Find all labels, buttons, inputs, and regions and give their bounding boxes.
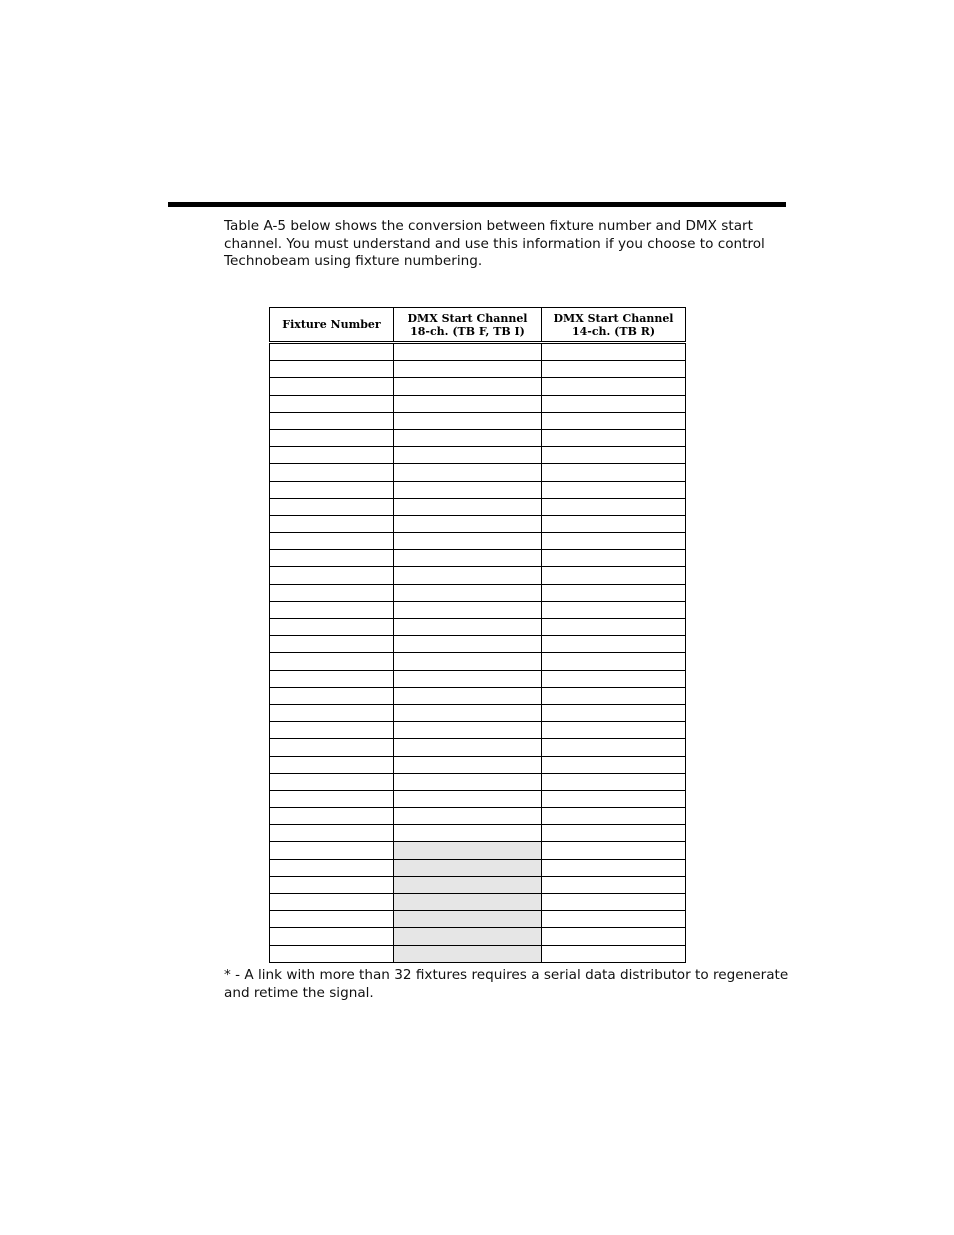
dmx-18ch-cell [394, 653, 542, 670]
dmx-14ch-cell [542, 808, 686, 825]
dmx-18ch-cell [394, 515, 542, 532]
dmx-18ch-cell [394, 412, 542, 429]
fixture-number-cell [270, 687, 394, 704]
dmx-14ch-cell [542, 361, 686, 378]
table-row [270, 361, 686, 378]
header-line: 14-ch. (TB R) [571, 324, 656, 338]
dmx-14ch-cell [542, 533, 686, 550]
table-row [270, 739, 686, 756]
table-row [270, 876, 686, 893]
fixture-number-cell [270, 601, 394, 618]
dmx-14ch-cell [542, 687, 686, 704]
dmx-14ch-cell [542, 876, 686, 893]
dmx-18ch-cell [394, 928, 542, 945]
header-line: DMX Start Channel [553, 311, 674, 325]
footnote: * - A link with more than 32 fixtures requires a serial data distributor to regenerate and retime the signal. [224, 967, 789, 1001]
table-row [270, 584, 686, 601]
dmx-14ch-cell [542, 378, 686, 395]
table-row [270, 447, 686, 464]
dmx-14ch-cell [542, 842, 686, 859]
intro-paragraph: Table A-5 below shows the conversion between fixture number and DMX start channel. You must understand and use this information if you choose to control Technobeam using fixture numbering. [224, 218, 765, 270]
table-row [270, 515, 686, 532]
fixture-number-cell [270, 722, 394, 739]
fixture-number-cell [270, 876, 394, 893]
fixture-number-cell [270, 584, 394, 601]
table-row [270, 928, 686, 945]
table-row [270, 481, 686, 498]
dmx-18ch-cell [394, 911, 542, 928]
dmx-14ch-cell [542, 412, 686, 429]
dmx-14ch-cell [542, 619, 686, 636]
dmx-18ch-cell [394, 808, 542, 825]
table-row [270, 601, 686, 618]
fixture-number-cell [270, 773, 394, 790]
dmx-14ch-cell [542, 584, 686, 601]
dmx-14ch-cell [542, 481, 686, 498]
dmx-14ch-cell [542, 515, 686, 532]
dmx-18ch-cell [394, 498, 542, 515]
dmx-18ch-cell [394, 859, 542, 876]
dmx-18ch-cell [394, 429, 542, 446]
fixture-number-cell [270, 653, 394, 670]
dmx-18ch-cell [394, 670, 542, 687]
table-row [270, 464, 686, 481]
header-line: Fixture Number [282, 318, 381, 331]
dmx-14ch-cell [542, 928, 686, 945]
fixture-number-cell [270, 911, 394, 928]
dmx-14ch-cell [542, 636, 686, 653]
fixture-number-cell [270, 378, 394, 395]
dmx-18ch-cell [394, 619, 542, 636]
header-line: 18-ch. (TB F, TB I) [410, 324, 525, 338]
dmx-18ch-cell [394, 739, 542, 756]
dmx-14ch-cell [542, 550, 686, 567]
table-row [270, 636, 686, 653]
dmx-14ch-cell [542, 601, 686, 618]
fixture-number-cell [270, 756, 394, 773]
fixture-number-cell [270, 412, 394, 429]
table-row [270, 412, 686, 429]
conversion-table [269, 307, 686, 963]
dmx-14ch-cell [542, 722, 686, 739]
dmx-14ch-cell [542, 567, 686, 584]
dmx-18ch-cell [394, 790, 542, 807]
dmx-14ch-cell [542, 825, 686, 842]
fixture-number-cell [270, 894, 394, 911]
table-row [270, 533, 686, 550]
dmx-18ch-cell [394, 584, 542, 601]
table-row [270, 945, 686, 962]
table-body [270, 343, 686, 963]
fixture-number-cell [270, 343, 394, 361]
table-row [270, 722, 686, 739]
dmx-14ch-cell [542, 395, 686, 412]
table-row [270, 653, 686, 670]
dmx-18ch-cell [394, 533, 542, 550]
table-row [270, 498, 686, 515]
fixture-number-cell [270, 498, 394, 515]
dmx-18ch-cell [394, 481, 542, 498]
dmx-14ch-cell [542, 790, 686, 807]
table-row [270, 619, 686, 636]
fixture-number-cell [270, 481, 394, 498]
dmx-18ch-cell [394, 361, 542, 378]
dmx-18ch-cell [394, 773, 542, 790]
header-dmx-14ch [542, 308, 686, 343]
fixture-number-cell [270, 808, 394, 825]
dmx-18ch-cell [394, 567, 542, 584]
dmx-18ch-cell [394, 343, 542, 361]
dmx-18ch-cell [394, 464, 542, 481]
dmx-18ch-cell [394, 601, 542, 618]
table-row [270, 773, 686, 790]
table-row [270, 670, 686, 687]
header-dmx-18ch [394, 308, 542, 343]
dmx-14ch-cell [542, 704, 686, 721]
table-row [270, 790, 686, 807]
dmx-18ch-cell [394, 825, 542, 842]
dmx-14ch-cell [542, 343, 686, 361]
fixture-number-cell [270, 636, 394, 653]
fixture-number-cell [270, 859, 394, 876]
fixture-number-cell [270, 825, 394, 842]
dmx-18ch-cell [394, 842, 542, 859]
table-header-row [270, 308, 686, 343]
dmx-14ch-cell [542, 464, 686, 481]
dmx-18ch-cell [394, 636, 542, 653]
dmx-18ch-cell [394, 395, 542, 412]
table-row [270, 808, 686, 825]
table-row [270, 429, 686, 446]
fixture-number-cell [270, 619, 394, 636]
table-row [270, 550, 686, 567]
fixture-number-cell [270, 928, 394, 945]
fixture-number-cell [270, 447, 394, 464]
fixture-number-cell [270, 395, 394, 412]
dmx-14ch-cell [542, 859, 686, 876]
table-row [270, 894, 686, 911]
fixture-number-cell [270, 704, 394, 721]
table-row [270, 756, 686, 773]
fixture-number-cell [270, 567, 394, 584]
table-row [270, 704, 686, 721]
dmx-18ch-cell [394, 550, 542, 567]
fixture-number-cell [270, 533, 394, 550]
table-row [270, 859, 686, 876]
dmx-14ch-cell [542, 945, 686, 962]
dmx-18ch-cell [394, 876, 542, 893]
table-row [270, 378, 686, 395]
fixture-number-cell [270, 842, 394, 859]
fixture-number-cell [270, 361, 394, 378]
fixture-number-cell [270, 464, 394, 481]
dmx-18ch-cell [394, 447, 542, 464]
dmx-14ch-cell [542, 670, 686, 687]
dmx-14ch-cell [542, 447, 686, 464]
fixture-number-cell [270, 945, 394, 962]
dmx-14ch-cell [542, 739, 686, 756]
dmx-14ch-cell [542, 773, 686, 790]
dmx-14ch-cell [542, 653, 686, 670]
dmx-18ch-cell [394, 687, 542, 704]
fixture-number-cell [270, 429, 394, 446]
fixture-number-cell [270, 739, 394, 756]
dmx-14ch-cell [542, 756, 686, 773]
dmx-14ch-cell [542, 498, 686, 515]
dmx-18ch-cell [394, 378, 542, 395]
fixture-number-cell [270, 670, 394, 687]
table-row [270, 842, 686, 859]
dmx-14ch-cell [542, 894, 686, 911]
dmx-18ch-cell [394, 945, 542, 962]
table-row [270, 911, 686, 928]
dmx-18ch-cell [394, 894, 542, 911]
table-row [270, 567, 686, 584]
header-line: DMX Start Channel [407, 311, 528, 325]
table-row [270, 343, 686, 361]
header-fixture-number [270, 308, 394, 343]
fixture-number-cell [270, 790, 394, 807]
fixture-number-cell [270, 515, 394, 532]
dmx-18ch-cell [394, 722, 542, 739]
table-row [270, 825, 686, 842]
table-row [270, 395, 686, 412]
dmx-18ch-cell [394, 704, 542, 721]
top-rule [168, 202, 786, 207]
dmx-14ch-cell [542, 429, 686, 446]
dmx-18ch-cell [394, 756, 542, 773]
table-row [270, 687, 686, 704]
dmx-14ch-cell [542, 911, 686, 928]
fixture-number-cell [270, 550, 394, 567]
